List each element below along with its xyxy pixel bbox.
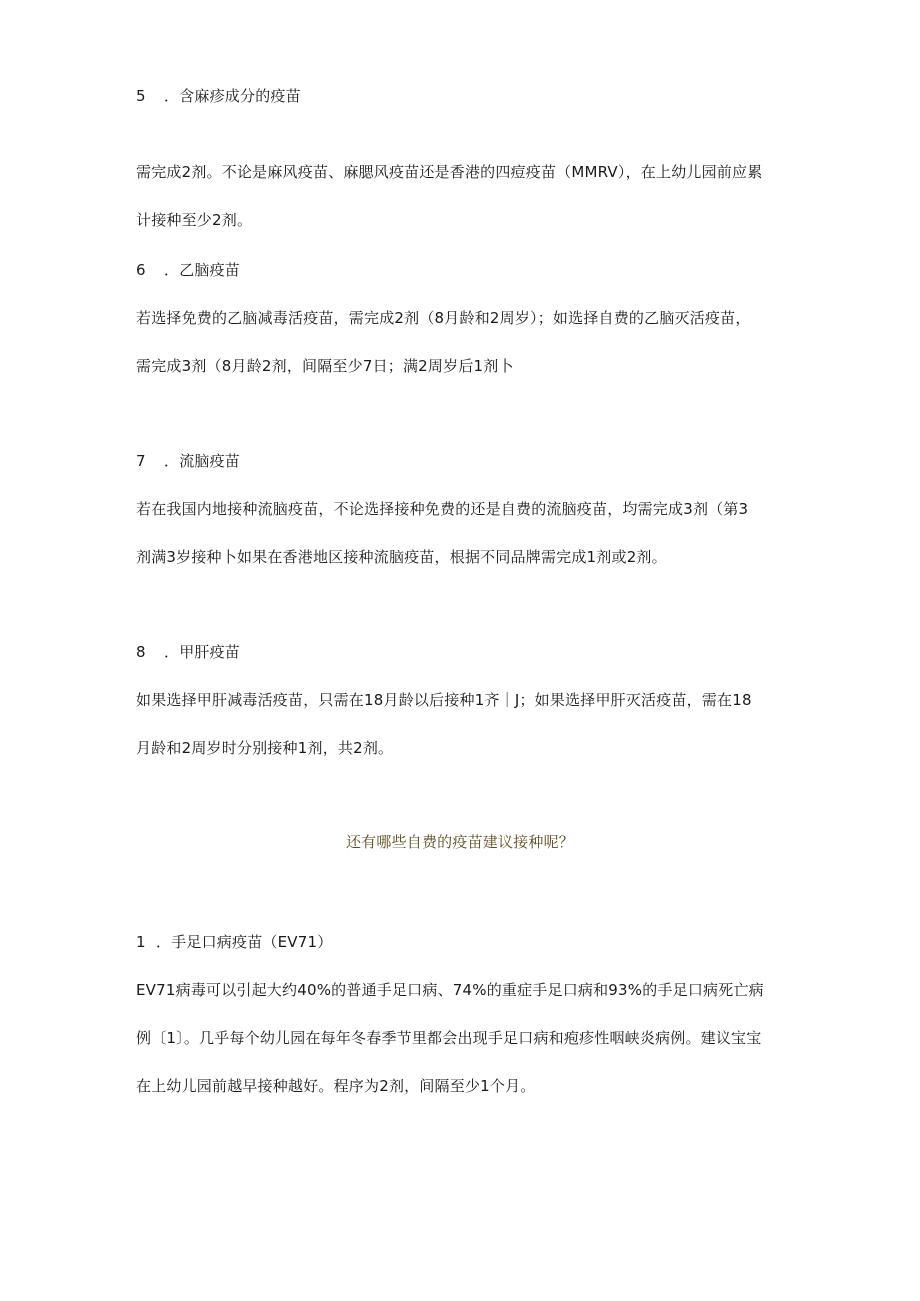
optional-1-line-2: 例〔1〕。几乎每个幼儿园在每年冬春季节里都会出现手足口病和疱疹性咽峡炎病例。建议宝宝 bbox=[136, 1029, 762, 1047]
section-7-line-2: 剂满3岁接种卜如果在香港地区接种流脑疫苗，根据不同品牌需完成1剂或2剂。 bbox=[136, 548, 667, 566]
optional-1-line-1: EV71病毒可以引起大约40%的普通手足口病、74%的重症手足口病和93%的手足口病死亡病 bbox=[136, 981, 764, 999]
section-7-title: ．流脑疫苗 bbox=[164, 452, 241, 470]
section-8-line-1: 如果选择甲肝减毒活疫苗，只需在18月龄以后接种1齐｜J；如果选择甲肝灭活疫苗，需在18 bbox=[136, 691, 752, 709]
optional-vaccines-subtitle: 还有哪些自费的疫苗建议接种呢？ bbox=[345, 833, 574, 851]
section-6-title: ．乙脑疫苗 bbox=[164, 261, 241, 279]
section-8-title: ．甲肝疫苗 bbox=[164, 643, 241, 661]
optional-1-title: ．手足口病疫苗（EV71） bbox=[156, 933, 333, 951]
section-5-number: 5 bbox=[136, 87, 146, 105]
section-5-line-2: 计接种至少2剂。 bbox=[136, 211, 253, 229]
section-5-heading bbox=[136, 86, 301, 106]
optional-1-line-3: 在上幼儿园前越早接种越好。程序为2剂，间隔至少1个月。 bbox=[136, 1077, 536, 1095]
section-7-line-1: 若在我国内地接种流脑疫苗，不论选择接种免费的还是自费的流脑疫苗，均需完成3剂（第3 bbox=[136, 500, 749, 518]
optional-1-number: 1 bbox=[136, 933, 146, 951]
section-6-heading bbox=[136, 260, 240, 280]
section-8-number: 8 bbox=[136, 643, 146, 661]
section-8-line-2: 月龄和2周岁时分别接种1剂，共2剂。 bbox=[136, 739, 394, 757]
section-8-heading bbox=[136, 642, 240, 662]
optional-1-heading bbox=[136, 932, 332, 952]
section-5-line-1: 需完成2剂。不论是麻风疫苗、麻腮风疫苗还是香港的四痘疫苗（MMRV），在上幼儿园前应累 bbox=[136, 163, 763, 181]
section-6-number: 6 bbox=[136, 261, 146, 279]
section-5-title: ．含麻疹成分的疫苗 bbox=[164, 87, 301, 105]
section-6-line-2: 需完成3剂（8月龄2剂，间隔至少7日；满2周岁后1剂卜 bbox=[136, 357, 514, 375]
section-6-line-1: 若选择免费的乙脑减毒活疫苗，需完成2剂（8月龄和2周岁）；如选择自费的乙脑灭活疫苗， bbox=[136, 309, 751, 327]
section-7-heading bbox=[136, 451, 240, 471]
section-7-number: 7 bbox=[136, 452, 146, 470]
